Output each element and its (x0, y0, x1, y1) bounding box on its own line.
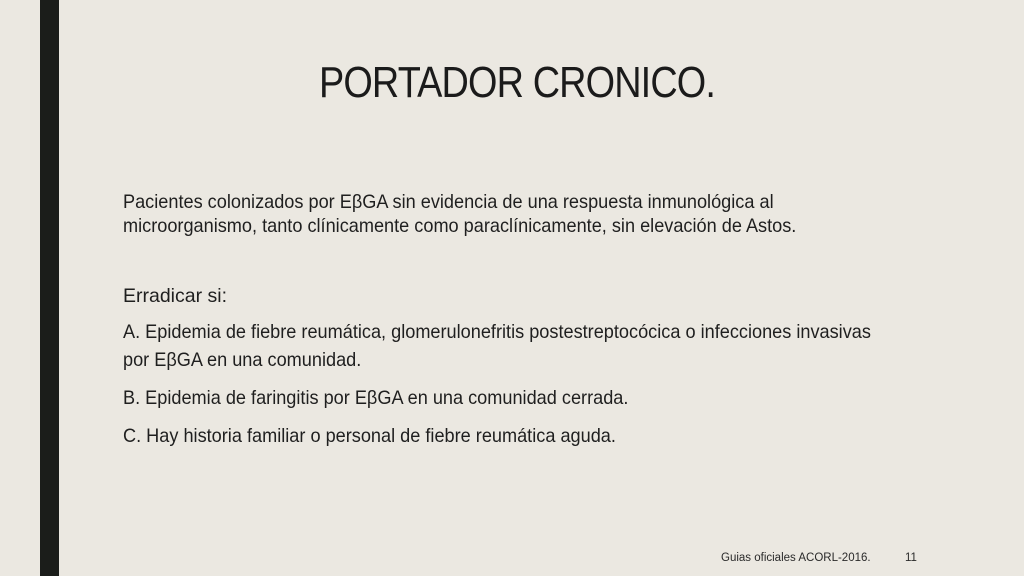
slide-title: PORTADOR CRONICO. (318, 58, 716, 107)
footer-source: Guias oficiales ACORL-2016. (721, 552, 871, 564)
left-accent-bar (40, 0, 59, 576)
list-item-c: C. Hay historia familiar o personal de fiebre reumática aguda. (123, 425, 616, 447)
page-number: 11 (905, 552, 917, 564)
intro-paragraph: Pacientes colonizados por EβGA sin evidencia de una respuesta inmunológica al microorganismo, tanto clínicamente como paraclínicamente, sin elevación de Astos. (123, 191, 797, 237)
erradicar-heading: Erradicar si: (123, 285, 228, 307)
list-item-b: B. Epidemia de faringitis por EβGA en una comunidad cerrada. (123, 387, 629, 409)
list-item-a: A. Epidemia de fiebre reumática, glomerulonefritis postestreptocócica o infecciones invasivas por EβGA en una comunidad. (123, 321, 871, 371)
slide-body (123, 190, 903, 450)
